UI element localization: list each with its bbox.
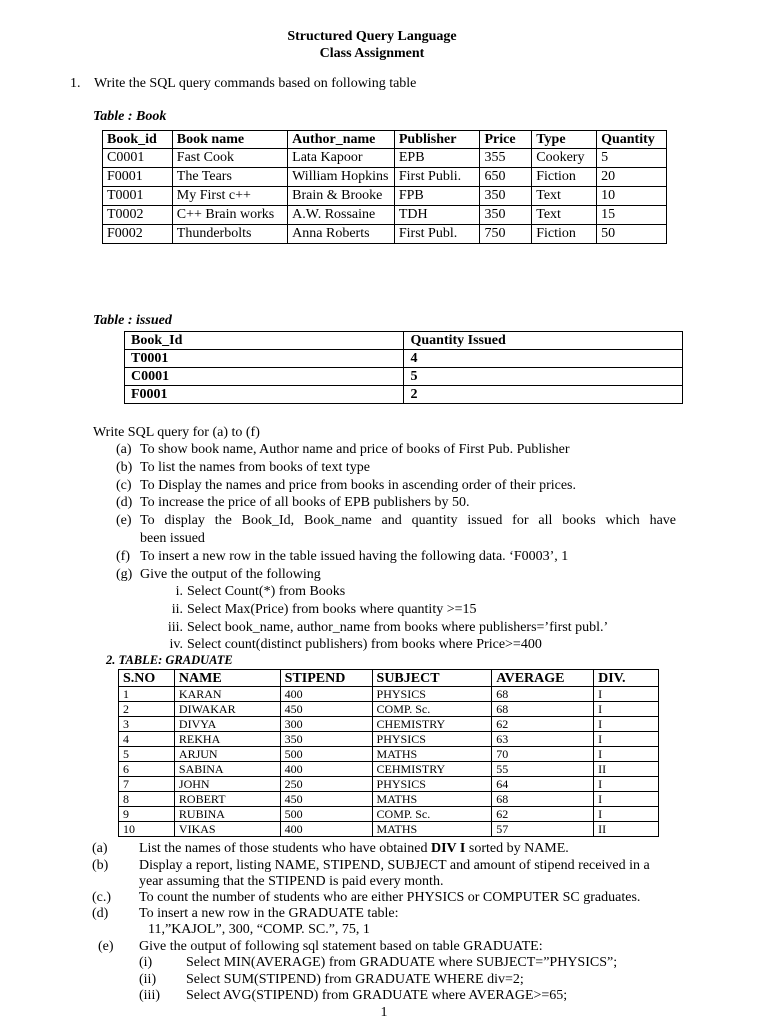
column-header: Book_id <box>103 131 173 149</box>
list-item: (f) To insert a new row in the table issued having the following data. ‘F0003’, 1 <box>116 549 569 564</box>
table-cell: The Tears <box>172 168 287 187</box>
column-header: Type <box>532 131 597 149</box>
graduate-table-caption: 2. TABLE: GRADUATE <box>106 653 233 667</box>
table-cell: 300 <box>280 717 372 732</box>
table-row <box>103 225 667 244</box>
output-item: Select book_name, author_name from books where publishers=’first publ.’ <box>187 620 609 635</box>
graduate-question-c: (c.) To count the number of students who are either PHYSICS or COMPUTER SC graduates. <box>92 890 641 905</box>
table-cell: REKHA <box>174 732 280 747</box>
table-cell: F0002 <box>103 225 173 244</box>
table-cell: 20 <box>597 168 667 187</box>
table-row <box>103 168 667 187</box>
table-cell: C++ Brain works <box>172 206 287 225</box>
question-number: 1. <box>70 76 81 91</box>
table-cell: 68 <box>492 702 594 717</box>
table-cell: C0001 <box>125 368 404 386</box>
table-cell: 3 <box>119 717 175 732</box>
table-cell: 5 <box>404 368 683 386</box>
table-cell: 15 <box>597 206 667 225</box>
table-cell: VIKAS <box>174 822 280 837</box>
table-cell: 450 <box>280 792 372 807</box>
table-cell: T0002 <box>103 206 173 225</box>
table-cell: PHYSICS <box>372 777 492 792</box>
table-cell: First Publi. <box>394 168 480 187</box>
table-cell: 10 <box>119 822 175 837</box>
table-cell: 68 <box>492 792 594 807</box>
list-item-continuation: been issued <box>140 531 205 546</box>
column-header: Book name <box>172 131 287 149</box>
graduate-question-e: (e) Give the output of following sql statement based on table GRADUATE: <box>98 939 543 954</box>
column-header: Quantity Issued <box>404 332 683 350</box>
page-number: 1 <box>380 1005 388 1020</box>
table-cell: My First c++ <box>172 187 287 206</box>
table-cell: 62 <box>492 807 594 822</box>
table-cell: I <box>594 777 659 792</box>
table-cell: 4 <box>404 350 683 368</box>
table-row <box>119 717 659 732</box>
table-row <box>119 732 659 747</box>
table-cell: KARAN <box>174 687 280 702</box>
list-item: (c) To Display the names and price from books in ascending order of their prices. <box>116 478 577 493</box>
list-item: (g) Give the output of the following <box>116 567 321 582</box>
table-row <box>103 206 667 225</box>
graduate-question-b: (b) Display a report, listing NAME, STIPEND, SUBJECT and amount of stipend received in a <box>92 858 650 873</box>
table-row <box>119 762 659 777</box>
table-cell: COMP. Sc. <box>372 702 492 717</box>
output-item: Select Count(*) from Books <box>187 584 346 599</box>
table-cell: DIVYA <box>174 717 280 732</box>
sql-intro: Write SQL query for (a) to (f) <box>93 425 260 440</box>
table-cell: C0001 <box>103 149 173 168</box>
table-cell: 9 <box>119 807 175 822</box>
column-header: Price <box>480 131 532 149</box>
table-cell: 63 <box>492 732 594 747</box>
table-cell: T0001 <box>125 350 404 368</box>
table-cell: I <box>594 687 659 702</box>
table-cell: II <box>594 762 659 777</box>
table-cell: 400 <box>280 762 372 777</box>
column-header: DIV. <box>594 670 659 687</box>
roman-label: ii. <box>171 602 183 617</box>
table-header-row <box>119 670 659 687</box>
table-cell: Fast Cook <box>172 149 287 168</box>
table-cell: 64 <box>492 777 594 792</box>
output-item: (ii) Select SUM(STIPEND) from GRADUATE WHERE div=2; <box>139 972 524 987</box>
table-row <box>125 386 683 404</box>
question-1 <box>70 76 416 92</box>
column-header: S.NO <box>119 670 175 687</box>
output-item: (iii) Select AVG(STIPEND) from GRADUATE where AVERAGE>=65; <box>139 988 568 1003</box>
table-cell: F0001 <box>125 386 404 404</box>
table-cell: 62 <box>492 717 594 732</box>
list-item: (e) To display the Book_Id, Book_name and quantity issued for all books which have <box>116 513 676 528</box>
table-row <box>119 822 659 837</box>
table-cell: 400 <box>280 687 372 702</box>
table-cell: 1 <box>119 687 175 702</box>
table-cell: I <box>594 792 659 807</box>
table-row <box>119 792 659 807</box>
table-cell: 8 <box>119 792 175 807</box>
table-cell: 650 <box>480 168 532 187</box>
table-cell: SABINA <box>174 762 280 777</box>
table-cell: 70 <box>492 747 594 762</box>
table-cell: 2 <box>119 702 175 717</box>
column-header: Publisher <box>394 131 480 149</box>
table-cell: MATHS <box>372 822 492 837</box>
list-item: (a) To show book name, Author name and price of books of First Pub. Publisher <box>116 442 570 457</box>
table-cell: 50 <box>597 225 667 244</box>
column-header: AVERAGE <box>492 670 594 687</box>
table-row <box>103 187 667 206</box>
table-cell: Fiction <box>532 225 597 244</box>
table-cell: DIWAKAR <box>174 702 280 717</box>
table-cell: 5 <box>597 149 667 168</box>
table-cell: I <box>594 702 659 717</box>
table-row <box>119 747 659 762</box>
output-item: Select Max(Price) from books where quantity >=15 <box>187 602 477 617</box>
table-cell: 4 <box>119 732 175 747</box>
table-cell: I <box>594 747 659 762</box>
graduate-question-d: (d) To insert a new row in the GRADUATE table: <box>92 906 399 921</box>
table-cell: CEHMISTRY <box>372 762 492 777</box>
table-cell: Brain & Brooke <box>288 187 395 206</box>
table-cell: PHYSICS <box>372 732 492 747</box>
column-header: NAME <box>174 670 280 687</box>
table-cell: 350 <box>480 187 532 206</box>
page-title: Structured Query Language <box>287 29 457 44</box>
table-cell: II <box>594 822 659 837</box>
table-cell: I <box>594 717 659 732</box>
issued-table <box>124 331 683 404</box>
table-cell: 5 <box>119 747 175 762</box>
table-cell: RUBINA <box>174 807 280 822</box>
table-cell: JOHN <box>174 777 280 792</box>
table-cell: FPB <box>394 187 480 206</box>
table-cell: 250 <box>280 777 372 792</box>
question-text: Write the SQL query commands based on following table <box>94 76 417 91</box>
table-cell: I <box>594 807 659 822</box>
table-cell: 450 <box>280 702 372 717</box>
table-cell: ROBERT <box>174 792 280 807</box>
table-cell: 7 <box>119 777 175 792</box>
table-row <box>103 149 667 168</box>
output-item: (i) Select MIN(AVERAGE) from GRADUATE where SUBJECT=”PHYSICS”; <box>139 955 618 970</box>
table-cell: William Hopkins <box>288 168 395 187</box>
table-cell: Anna Roberts <box>288 225 395 244</box>
table-cell: 500 <box>280 807 372 822</box>
table-row <box>119 777 659 792</box>
column-header: Book_Id <box>125 332 404 350</box>
column-header: Author_name <box>288 131 395 149</box>
table-row <box>119 687 659 702</box>
table-cell: 2 <box>404 386 683 404</box>
table-cell: First Publ. <box>394 225 480 244</box>
graduate-question-a: (a) List the names of those students who have obtained DIV I sorted by NAME. <box>92 841 569 856</box>
table-row <box>125 350 683 368</box>
table-cell: 10 <box>597 187 667 206</box>
issued-table-caption: Table : issued <box>93 313 172 328</box>
book-table <box>102 130 667 244</box>
table-cell: T0001 <box>103 187 173 206</box>
table-cell: F0001 <box>103 168 173 187</box>
table-cell: MATHS <box>372 747 492 762</box>
roman-label: iv. <box>169 637 183 652</box>
table-cell: 68 <box>492 687 594 702</box>
table-cell: 750 <box>480 225 532 244</box>
table-cell: Fiction <box>532 168 597 187</box>
table-header-row <box>103 131 667 149</box>
table-row <box>119 702 659 717</box>
table-cell: EPB <box>394 149 480 168</box>
list-item-continuation: year assuming that the STIPEND is paid every month. <box>139 874 444 889</box>
table-cell: MATHS <box>372 792 492 807</box>
roman-label: i. <box>175 584 183 599</box>
graduate-table <box>118 669 659 837</box>
roman-label: iii. <box>167 620 183 635</box>
table-cell: 57 <box>492 822 594 837</box>
book-table-caption: Table : Book <box>93 109 167 124</box>
column-header: SUBJECT <box>372 670 492 687</box>
table-cell: I <box>594 732 659 747</box>
table-cell: PHYSICS <box>372 687 492 702</box>
table-row <box>119 807 659 822</box>
table-header-row <box>125 332 683 350</box>
table-cell: 355 <box>480 149 532 168</box>
list-item-continuation: 11,”KAJOL”, 300, “COMP. SC.”, 75, 1 <box>148 922 370 937</box>
table-cell: 350 <box>280 732 372 747</box>
output-item: Select count(distinct publishers) from books where Price>=400 <box>187 637 542 652</box>
table-cell: 500 <box>280 747 372 762</box>
table-cell: Thunderbolts <box>172 225 287 244</box>
table-cell: COMP. Sc. <box>372 807 492 822</box>
table-cell: Text <box>532 206 597 225</box>
table-cell: ARJUN <box>174 747 280 762</box>
table-cell: 55 <box>492 762 594 777</box>
table-cell: TDH <box>394 206 480 225</box>
table-cell: 6 <box>119 762 175 777</box>
table-cell: Cookery <box>532 149 597 168</box>
table-cell: Lata Kapoor <box>288 149 395 168</box>
table-cell: 350 <box>480 206 532 225</box>
page-subtitle: Class Assignment <box>319 46 425 61</box>
list-item: (b) To list the names from books of text type <box>116 460 370 475</box>
column-header: Quantity <box>597 131 667 149</box>
column-header: STIPEND <box>280 670 372 687</box>
table-cell: Text <box>532 187 597 206</box>
table-cell: 400 <box>280 822 372 837</box>
table-cell: A.W. Rossaine <box>288 206 395 225</box>
table-cell: CHEMISTRY <box>372 717 492 732</box>
table-row <box>125 368 683 386</box>
list-item: (d) To increase the price of all books of EPB publishers by 50. <box>116 495 470 510</box>
